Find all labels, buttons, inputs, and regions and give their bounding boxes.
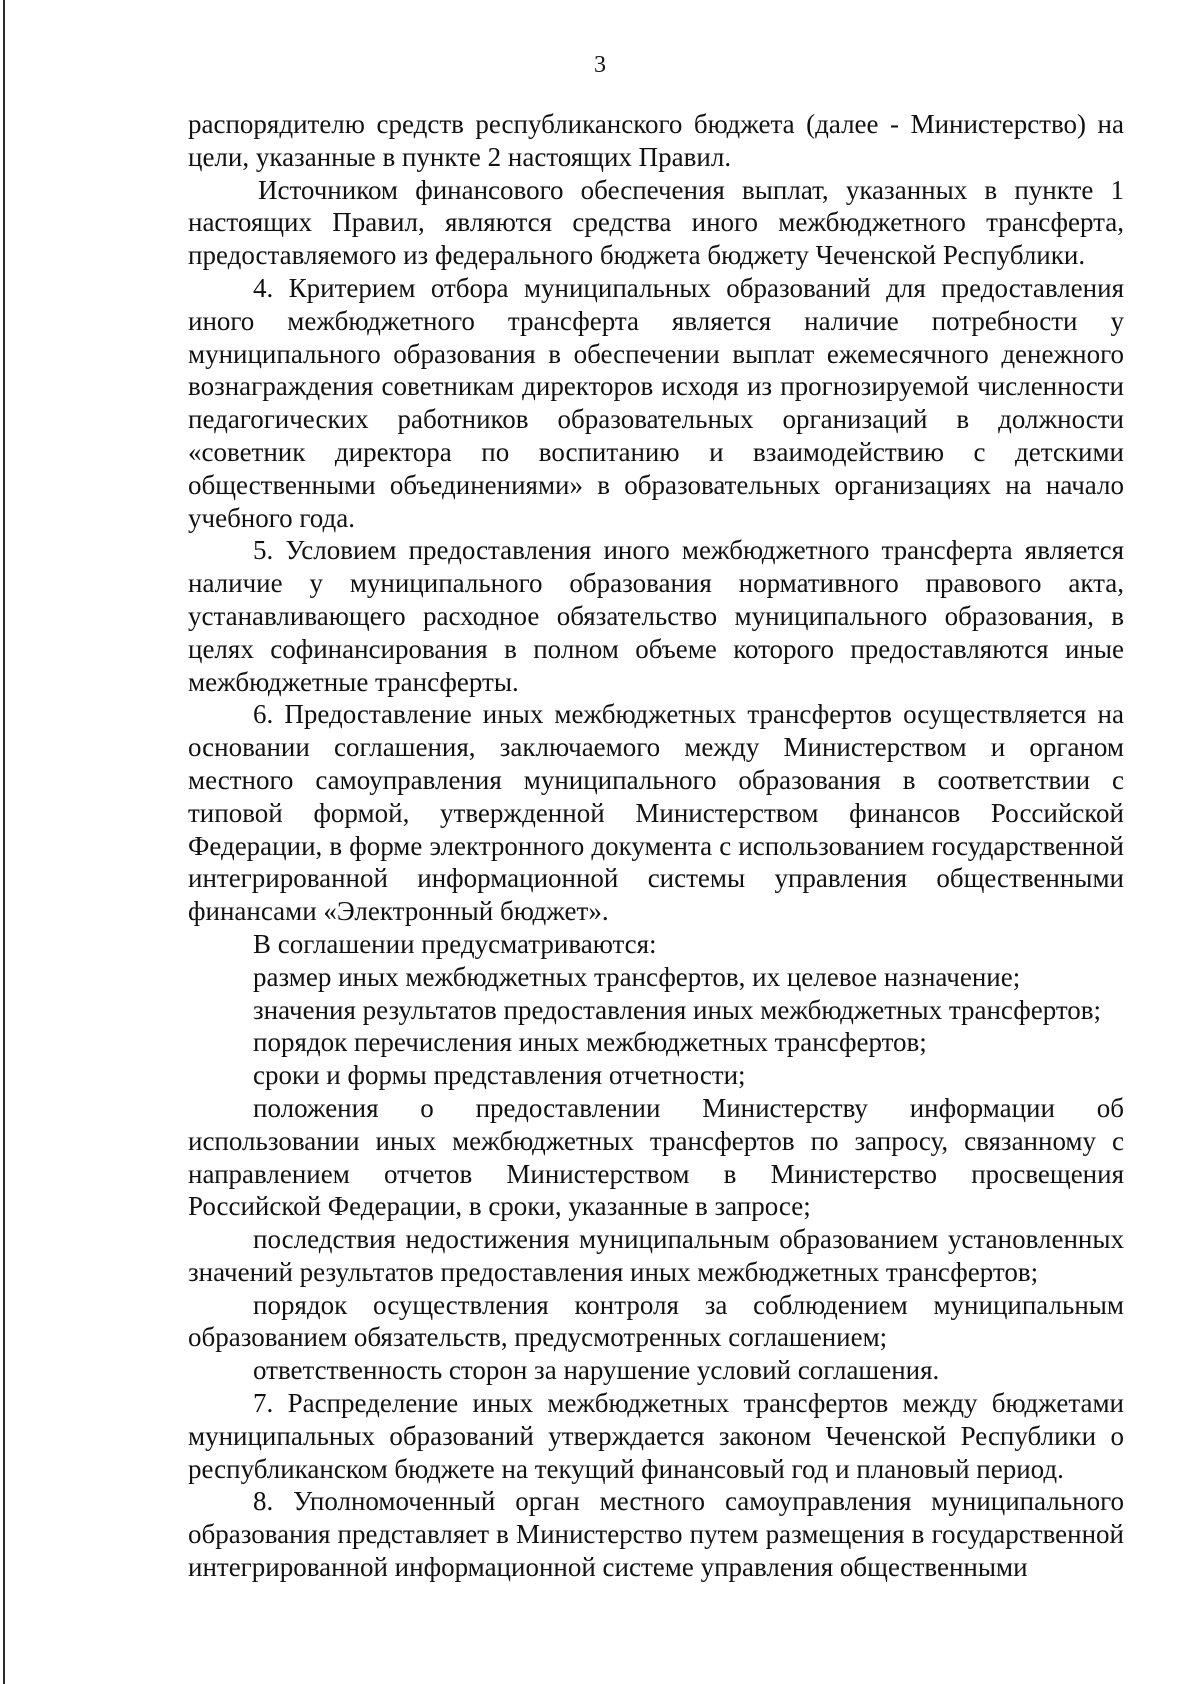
paragraph-agreement-clause: ответственность сторон за нарушение условий соглашения. (253, 1355, 940, 1386)
paragraph-agreement-clause: сроки и формы представления отчетности; (253, 1060, 746, 1091)
paragraph-agreement-clause: порядок перечисления иных межбюджетных трансфертов; (253, 1027, 927, 1058)
paragraph-agreement-intro: В соглашении предусматриваются: (253, 928, 657, 959)
document-body (188, 108, 1124, 1584)
paragraph-agreement-clause: размер иных межбюджетных трансфертов, их целевое назначение; (253, 961, 1021, 992)
paragraph-item-4: 4. Критерием отбора муниципальных образований для предоставления иного межбюджетного трансферта является наличие потребности у муниципального образования в обеспечении выплат ежемесячного денежного вознаграждения советникам директоров исходя из прогнозируемой численности педагогических работников образовательных организаций в должности «советник директора по воспитанию и взаимодействию с детскими общественными объединениями» в образовательных организациях на начало учебного года. (188, 272, 1124, 533)
paragraph-agreement-clause: последствия недостижения муниципальным образованием установленных значений результатов предоставления иных межбюджетных трансфертов; (188, 1224, 1124, 1287)
paragraph-item-6: 6. Предоставление иных межбюджетных трансфертов осуществляется на основании соглашения, заключаемого между Министерством и органом местного самоуправления муниципального образования в соответствии с типовой формой, утвержденной Министерством финансов Российской Федерации, в форме электронного документа с использованием государственной интегрированной информационной системы управления общественными финансами «Электронный бюджет». (188, 699, 1124, 927)
paragraph-funding-source: Источником финансового обеспечения выплат, указанных в пункте 1 настоящих Правил, являются средства иного межбюджетного трансферта, предоставляемого из федерального бюджета бюджету Чеченской Республики. (188, 174, 1124, 271)
paragraph-continuation: распорядителю средств республиканского бюджета (далее - Министерство) на цели, указанные в пункте 2 настоящих Правил. (188, 109, 1124, 172)
paragraph-item-8: 8. Уполномоченный орган местного самоуправления муниципального образования представляет в Министерство путем размещения в государственной интегрированной информационной системе управления общественными (188, 1486, 1124, 1583)
paragraph-agreement-clause: положения о предоставлении Министерству информации об использовании иных межбюджетных трансфертов по запросу, связанному с направлением отчетов Министерством в Министерство просвещения Российской Федерации, в сроки, указанные в запросе; (188, 1092, 1124, 1222)
paragraph-agreement-clause: значения результатов предоставления иных межбюджетных трансфертов; (253, 994, 1102, 1025)
page-number: 3 (594, 52, 606, 78)
paragraph-item-7: 7. Распределение иных межбюджетных трансфертов между бюджетами муниципальных образований утверждается законом Чеченской Республики о республиканском бюджете на текущий финансовый год и плановый период. (188, 1388, 1124, 1484)
paragraph-agreement-clause: порядок осуществления контроля за соблюдением муниципальным образованием обязательств, предусмотренных соглашением; (188, 1289, 1124, 1353)
paragraph-item-5: 5. Условием предоставления иного межбюджетного трансферта является наличие у муниципального образования нормативного правового акта, устанавливающего расходное обязательство муниципального образования, в целях софинансирования в полном объеме которого предоставляются иные межбюджетные трансферты. (188, 535, 1124, 697)
scan-edge-line (3, 0, 5, 1684)
